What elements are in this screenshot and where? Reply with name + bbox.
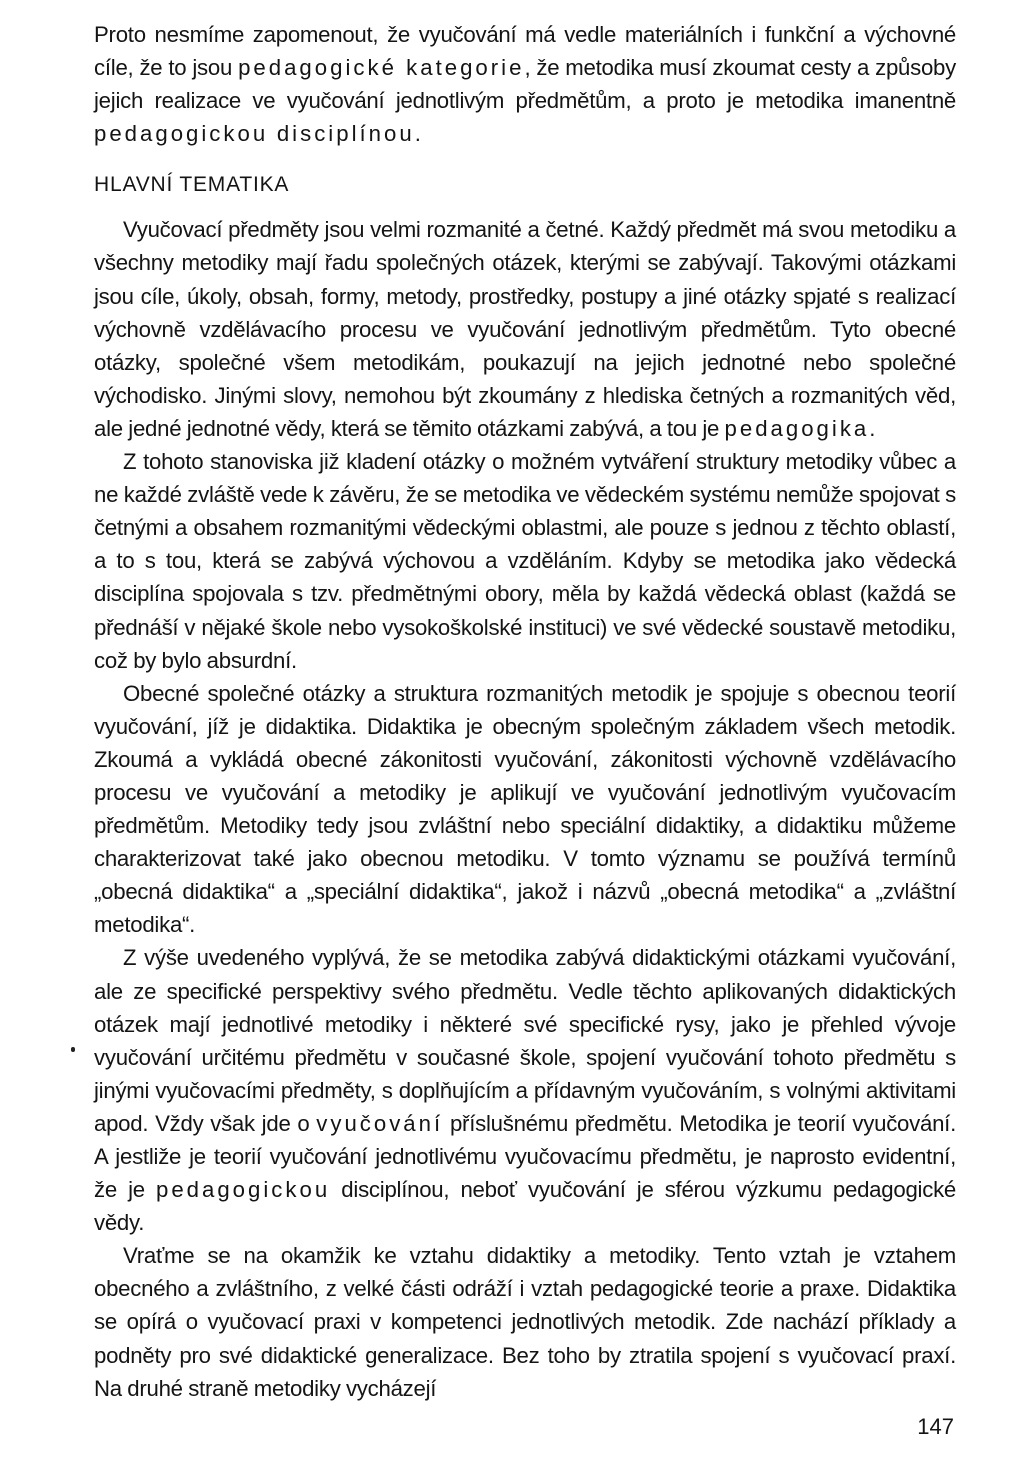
emphasis-pedagogicke-kategorie: pedagogické kategorie (238, 55, 525, 81)
paragraph-1-end: . (869, 415, 876, 441)
emphasis-pedagogickou-disciplinou: pedagogickou disciplínou (94, 121, 415, 147)
paragraph-1-text: Vyučovací předměty jsou velmi rozmanité a četné. Každý předmět má svou metodiku a všechny metodiky mají řadu společných otázek, kterými se zabývají. Takovými otázkami jsou cíle, úkoly, obsah, formy, metody, prostředky, postupy a jiné otázky spjaté s realizací výchovně vzdělávacího procesu ve vyučování jednotlivým předmětům. Tyto obecné otázky, společné všem metodikám, poukazují na jejich jednotné nebo společné východisko. Jinými slovy, nemohou být zkoumány z hlediska četných a rozmanitých věd, ale jedné jednotné vědy, která se těmito otázkami zabývá, a tou je (94, 217, 956, 441)
page-number: 147 (917, 1414, 954, 1439)
paragraph-5: Vraťme se na okamžik ke vztahu didaktiky a metodiky. Tento vztah je vztahem obecného a zvláštního, z velké části odráží i vztah pedagogické teorie a praxe. Didaktika se opírá o vyučovací praxi v kompetenci jednotlivých metodik. Zde nachází příklady a podněty pro své didaktické generalizace. Bez toho by ztratila spojení s vyučovací praxí. Na druhé straně metodiky vycházejí (94, 1243, 956, 1401)
emphasis-vyucovani: vyučování (316, 1110, 444, 1136)
intro-paragraph (94, 18, 956, 150)
paragraph-4 (94, 941, 956, 1239)
paragraph-4-text-3: disciplínou, neboť vyučování je sférou výzkumu pedagogické vědy. (94, 1177, 957, 1236)
intro-text-2: , že metodika musí zkoumat cesty a způsoby jejich realizace ve vyučování jednotlivým předmětům, a proto je metodika imanentně (94, 55, 956, 114)
page-content (94, 18, 956, 1405)
section-heading: HLAVNÍ TEMATIKA (94, 173, 290, 197)
emphasis-pedagogickou: pedagogickou (155, 1177, 331, 1203)
emphasis-pedagogika: pedagogika (724, 415, 870, 441)
intro-text-1: Proto nesmíme zapomenout, že vyučování má vedle materiálních i funkční a výchovné cíle, že to jsou (94, 22, 956, 81)
paragraph-4-text-1: Z výše uvedeného vyplývá, že se metodika zabývá didaktickými otázkami vyučování, ale ze specifické perspektivy svého předmětu. Vedle těchto aplikovaných didaktických otázek mají jednotlivé metodiky i některé své specifické rysy, jako je přehled vývoje vyučování určitému předmětu v současné škole, spojení vyučování tohoto předmětu s jinými vyučovacími předměty, s doplňujícím a přídavným vyučováním, s volnými aktivitami apod. Vždy však jde o (94, 945, 956, 1136)
paragraph-4-text-2: příslušnému předmětu. Metodika je teorií vyučování. A jestliže je teorií vyučování jednotlivému vyučovacímu předmětu, je naprosto evidentní, že je (94, 1110, 956, 1203)
paragraph-3: Obecné společné otázky a struktura rozmanitých metodik je spojuje s obecnou teorií vyučování, jíž je didaktika. Didaktika je obecným společným základem všech metodik. Zkoumá a vykládá obecné zákonitosti vyučování, zákonitosti výchovně vzdělávacího procesu ve vyučování a metodiky je aplikují ve vyučování jednotlivým vyučovacím předmětům. Metodiky tedy jsou zvláštní nebo speciální didaktiky, a didaktiku můžeme charakterizovat také jako obecnou metodiku. V tomto významu se používá termínů „obecná didaktika“ a „speciální didaktika“, jakož i názvů „obecná metodika“ a „zvláštní metodika“. (94, 680, 956, 938)
paragraph-1 (94, 213, 956, 445)
scan-speck (71, 1047, 75, 1052)
paragraph-2: Z tohoto stanoviska již kladení otázky o možném vytváření struktury metodiky vůbec a ne každé zvláště vede k závěru, že se metodika ve vědeckém systému nemůže spojovat s četnými a obsahem rozmanitými vědeckými oblastmi, ale pouze s jednou z těchto oblastí, a to s tou, která se zabývá výchovou a vzděláním. Kdyby se metodika jako vědecká disciplína spojovala s tzv. předmětnými obory, měla by každá vědecká oblast (každá se přednáší v nějaké škole nebo vysokoškolské instituci) ve své vědecké soustavě metodiku, což by bylo absurdní. (94, 449, 956, 673)
intro-text-3: . (414, 121, 421, 147)
